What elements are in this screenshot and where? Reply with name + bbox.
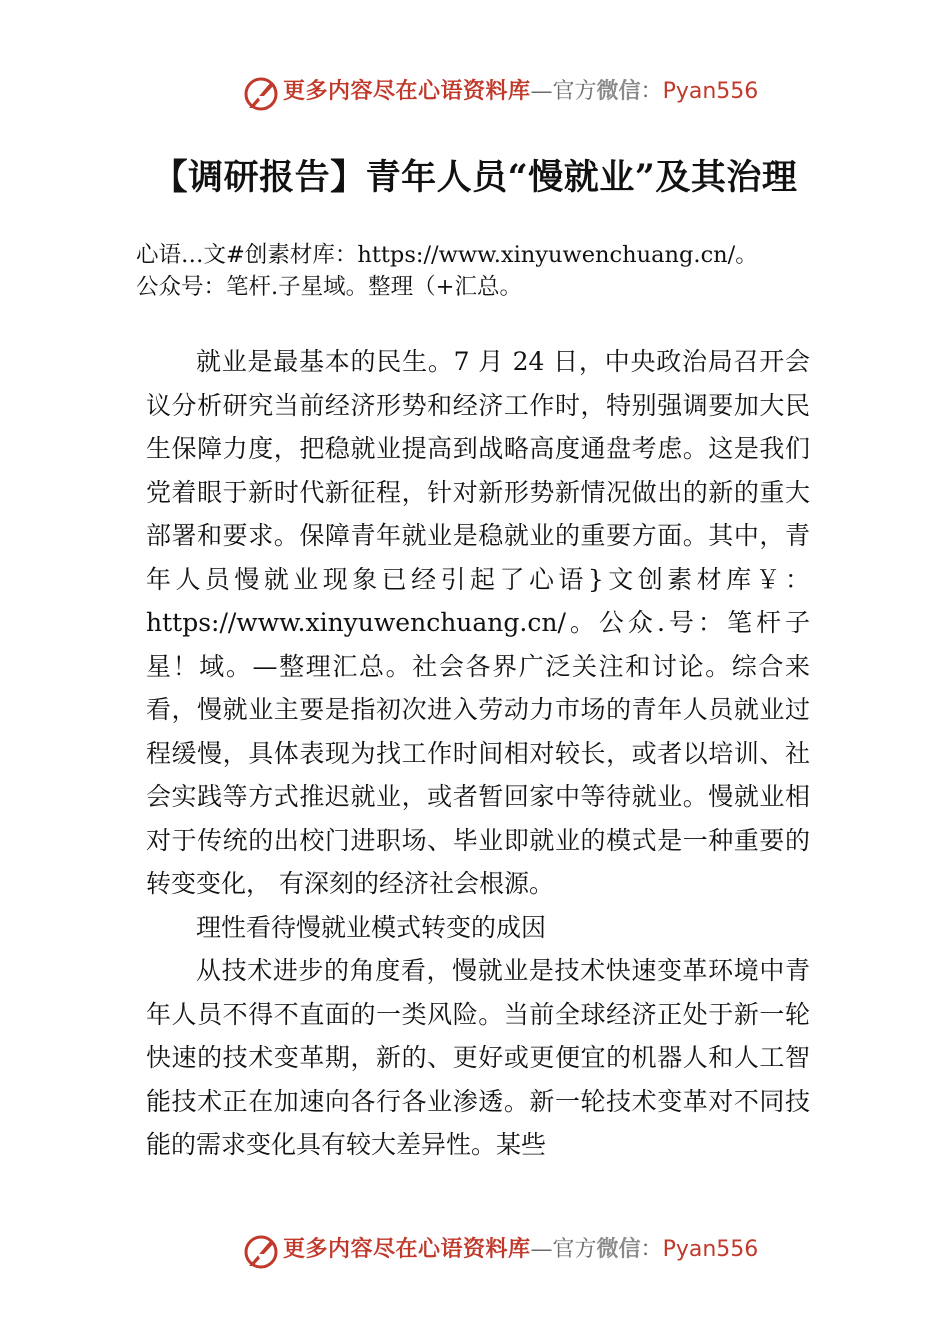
paragraph-2: 从技术进步的角度看，慢就业是技术快速变革环境中青年人员不得不直面的一类风险。当前全球经济正处于新一轮快速的技术变革期，新的、更好或更便宜的机器人和人工智能技术正在加速向各行各业渗透。新一轮技术变革对不同技能的需求变化具有较大差异性。某些 <box>146 956 810 1159</box>
source-meta <box>136 239 836 303</box>
page-title: 【调研报告】青年人员“慢就业”及其治理 <box>152 157 798 198</box>
banner-site-name: 更多内容尽在心语资料库 <box>283 78 531 104</box>
banner-text <box>283 76 758 107</box>
footer-banner <box>0 1228 950 1278</box>
banner-official: 官方 <box>552 79 597 104</box>
banner-official: 官方 <box>552 1237 597 1262</box>
article-body <box>146 340 810 1167</box>
quill-circle-icon <box>243 74 279 114</box>
meta-line-2: 公众号：笔杆.子星域。整理（+汇总。 <box>136 274 523 300</box>
meta-line-1: 心语…文#创素材库：https://www.xinyuwenchuang.cn/。 <box>136 242 758 268</box>
paragraph-1: 就业是最基本的民生。7 月 24 日，中央政治局召开会议分析研究当前经济形势和经济工作时，特别强调要加大民生保障力度，把稳就业提高到战略高度通盘考虑。这是我们党着眼于新时代新征程，针对新形势新情况做出的新的重大部署和要求。保障青年就业是稳就业的重要方面。其中，青年人员慢就业现象已经引起了心语}文创素材库￥：https://www.xinyuwenchuang.cn/。公众.号：笔杆子星！域。—整理汇总。社会各界广泛关注和讨论。综合来看，慢就业主要是指初次进入劳动力市场的青年人员就业过程缓慢，具体表现为找工作时间相对较长，或者以培训、社会实践等方式推迟就业，或者暂回家中等待就业。慢就业相对于传统的出校门进职场、毕业即就业的模式是一种重要的转变变化， 有深刻的经济社会根源。 <box>146 347 810 898</box>
header-banner <box>0 70 950 120</box>
banner-colon: ： <box>640 1237 663 1262</box>
section-heading: 理性看待慢就业模式转变的成因 <box>196 912 547 942</box>
banner-wechat: 微信 <box>596 1236 641 1262</box>
banner-account: Pyan556 <box>662 79 759 104</box>
banner-account: Pyan556 <box>662 1237 759 1262</box>
quill-circle-icon <box>243 1232 279 1272</box>
banner-wechat: 微信 <box>596 78 641 104</box>
banner-text <box>283 1234 758 1265</box>
banner-dash: — <box>530 1237 553 1262</box>
banner-dash: — <box>530 79 553 104</box>
banner-colon: ： <box>640 79 663 104</box>
banner-site-name: 更多内容尽在心语资料库 <box>283 1236 531 1262</box>
